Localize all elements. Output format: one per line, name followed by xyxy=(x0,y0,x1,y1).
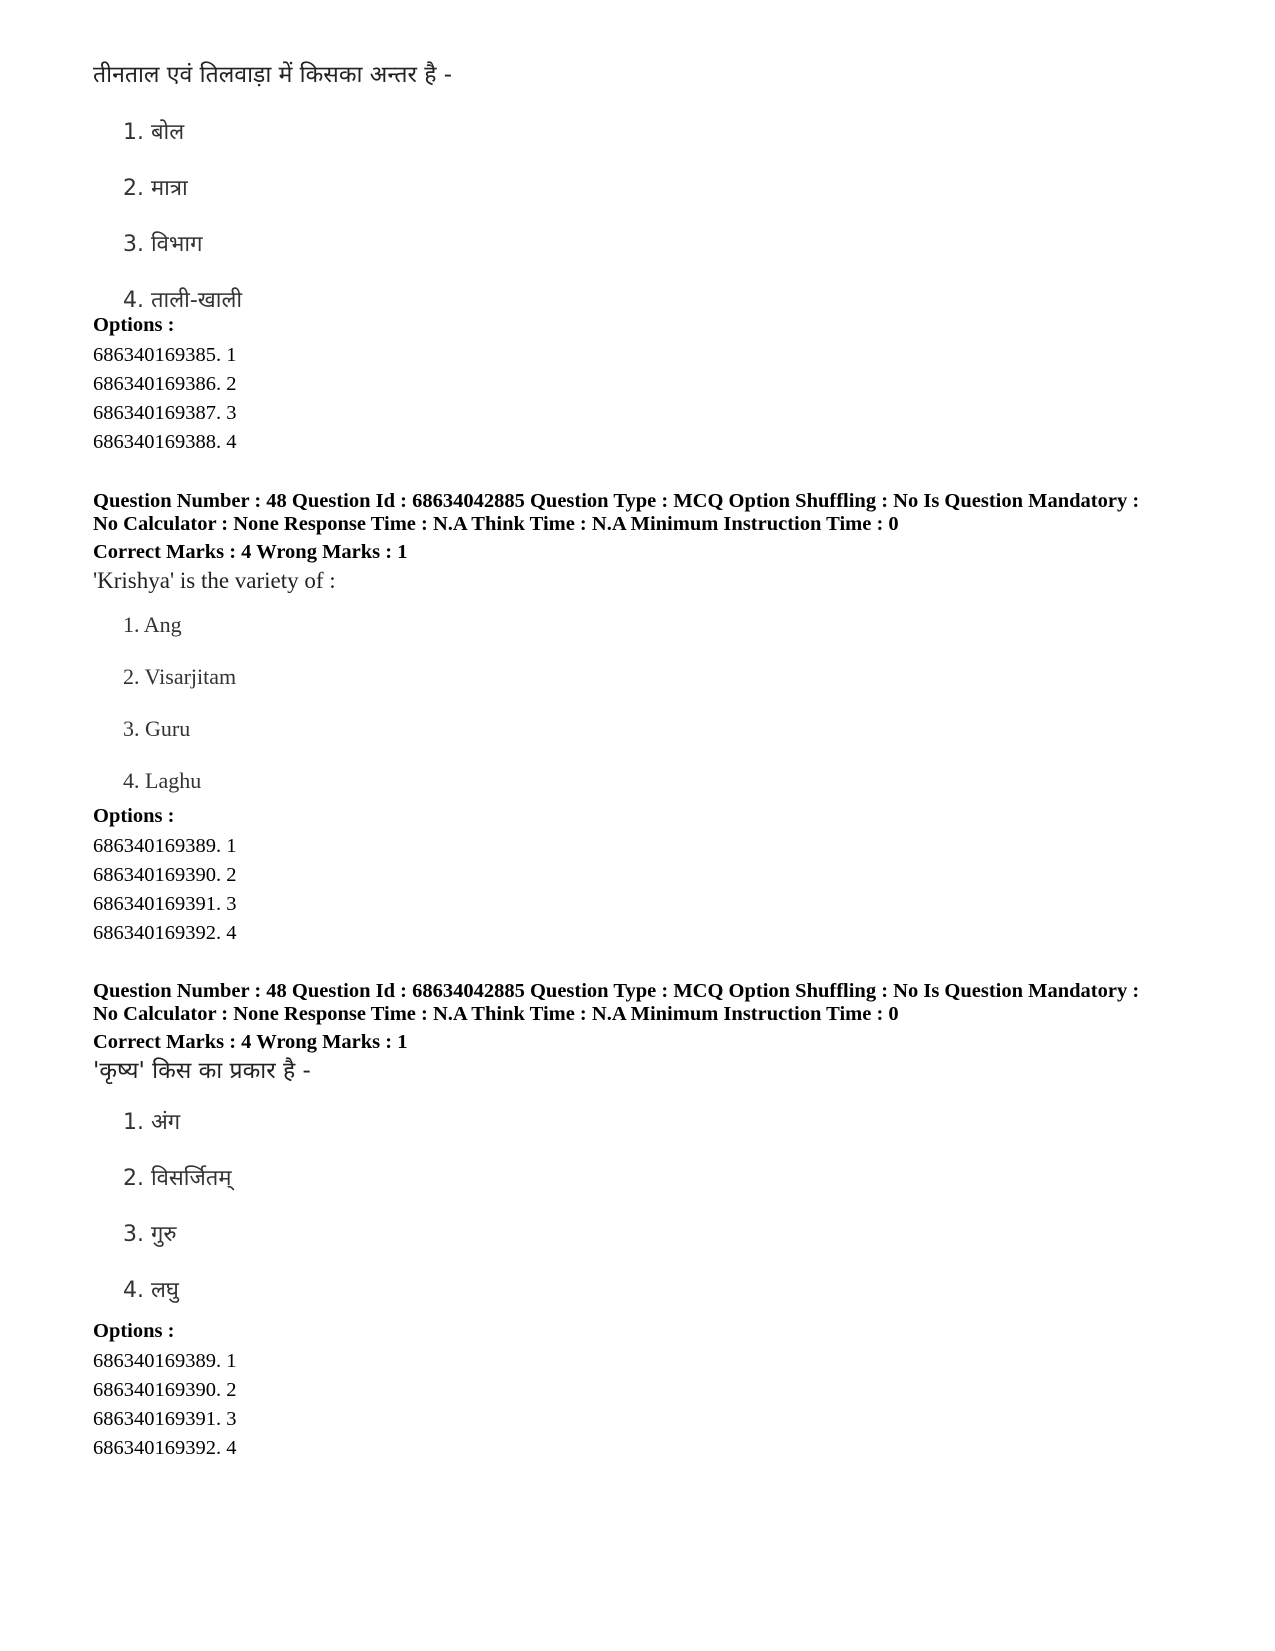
choice-item: 3. गुरु xyxy=(123,1222,177,1247)
option-row: 686340169392. 4 xyxy=(93,1437,237,1459)
option-row: 686340169389. 1 xyxy=(93,835,237,857)
choice-item: 1. बोल xyxy=(123,120,185,145)
question-meta-line: Question Number : 48 Question Id : 68634042885 Question Type : MCQ Option Shuffling : No Is Question Mandatory : xyxy=(93,980,1140,1002)
options-label: Options : xyxy=(93,1320,175,1342)
option-row: 686340169387. 3 xyxy=(93,402,237,424)
question-text: तीनताल एवं तिलवाड़ा में किसका अन्तर है - xyxy=(93,62,453,88)
choice-item: 4. लघु xyxy=(123,1278,179,1303)
question-block-1 xyxy=(93,60,1193,90)
options-section-1 xyxy=(93,314,1193,457)
question-header-3 xyxy=(93,980,1193,1086)
choice-item: 4. Laghu xyxy=(123,768,202,793)
choice-item: 2. मात्रा xyxy=(123,176,188,201)
question-meta-line: No Calculator : None Response Time : N.A Think Time : N.A Minimum Instruction Time : 0 xyxy=(93,513,899,535)
choice-item: 4. ताली-खाली xyxy=(123,288,243,313)
choice-item: 1. अंग xyxy=(123,1110,181,1135)
options-label: Options : xyxy=(93,805,175,827)
option-row: 686340169388. 4 xyxy=(93,431,237,453)
choice-item: 2. विसर्जितम् xyxy=(123,1166,232,1191)
option-row: 686340169390. 2 xyxy=(93,1379,237,1401)
option-row: 686340169391. 3 xyxy=(93,893,237,915)
options-label: Options : xyxy=(93,314,175,336)
option-row: 686340169392. 4 xyxy=(93,922,237,944)
choice-item: 3. विभाग xyxy=(123,232,203,257)
choice-item: 2. Visarjitam xyxy=(123,664,237,689)
option-row: 686340169389. 1 xyxy=(93,1350,237,1372)
option-row: 686340169390. 2 xyxy=(93,864,237,886)
question-text: 'Krishya' is the variety of : xyxy=(93,568,336,593)
choice-item: 1. Ang xyxy=(123,612,182,637)
question-meta-line: No Calculator : None Response Time : N.A Think Time : N.A Minimum Instruction Time : 0 xyxy=(93,1003,899,1025)
option-row: 686340169385. 1 xyxy=(93,344,237,366)
option-row: 686340169391. 3 xyxy=(93,1408,237,1430)
choice-item: 3. Guru xyxy=(123,716,191,741)
options-section-2 xyxy=(93,805,1193,948)
question-text: 'कृष्य' किस का प्रकार है - xyxy=(93,1058,311,1084)
option-row: 686340169386. 2 xyxy=(93,373,237,395)
question-meta-line: Question Number : 48 Question Id : 68634042885 Question Type : MCQ Option Shuffling : No Is Question Mandatory : xyxy=(93,490,1140,512)
marks-line: Correct Marks : 4 Wrong Marks : 1 xyxy=(93,541,408,563)
question-header-2 xyxy=(93,490,1193,596)
marks-line: Correct Marks : 4 Wrong Marks : 1 xyxy=(93,1031,408,1053)
options-section-3 xyxy=(93,1320,1193,1463)
